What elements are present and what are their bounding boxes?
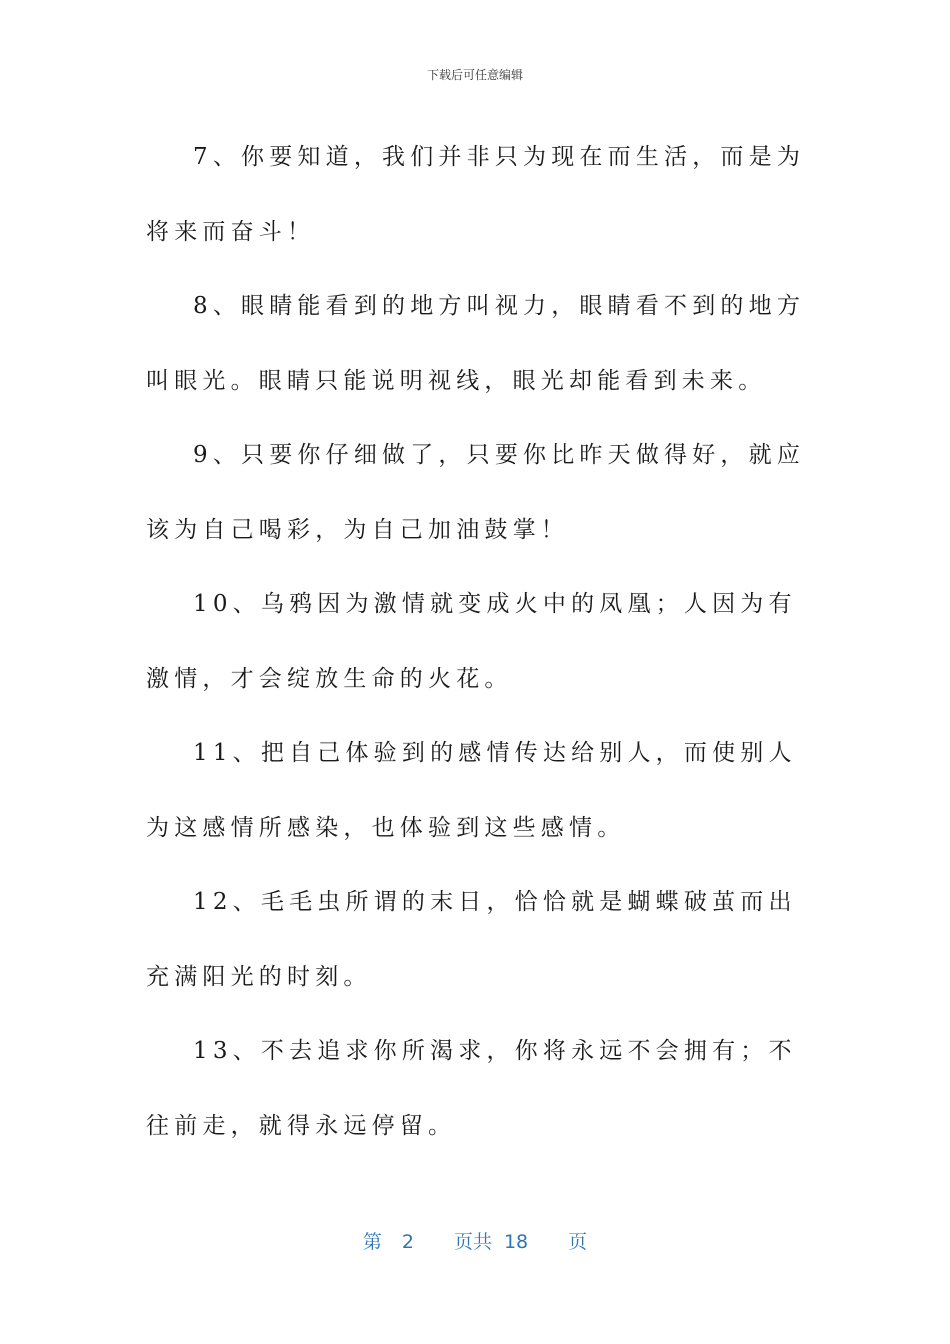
paragraph-11: 11、把自己体验到的感情传达给别人，而使别人为这感情所感染，也体验到这些感情。: [146, 740, 797, 841]
paragraph-8: 8、眼睛能看到的地方叫视力，眼睛看不到的地方叫眼光。眼睛只能说明视线，眼光却能看到未来。: [146, 293, 806, 394]
paragraph-7: 7、你要知道，我们并非只为现在而生活，而是为将来而奋斗！: [146, 144, 806, 245]
footer-page-mid: 页共: [453, 1231, 492, 1253]
paragraph-12: 12、毛毛虫所谓的末日，恰恰就是蝴蝶破茧而出充满阳光的时刻。: [146, 889, 797, 990]
page-footer: [0, 1227, 950, 1254]
paragraph-10: 10、乌鸦因为激情就变成火中的凤凰；人因为有激情，才会绽放生命的火花。: [146, 591, 797, 692]
footer-page-total: 18: [503, 1231, 529, 1253]
footer-page-prefix: 第: [362, 1231, 382, 1253]
footer-page-number: 2: [401, 1231, 414, 1253]
paragraph-9: 9、只要你仔细做了，只要你比昨天做得好，就应该为自己喝彩，为自己加油鼓掌！: [146, 442, 806, 543]
page-header-note: 下载后可任意编辑: [426, 68, 523, 82]
footer-page-suffix: 页: [568, 1231, 588, 1253]
document-body: [146, 120, 806, 1163]
paragraph-13: 13、不去追求你所渴求，你将永远不会拥有；不往前走，就得永远停留。: [146, 1038, 797, 1139]
